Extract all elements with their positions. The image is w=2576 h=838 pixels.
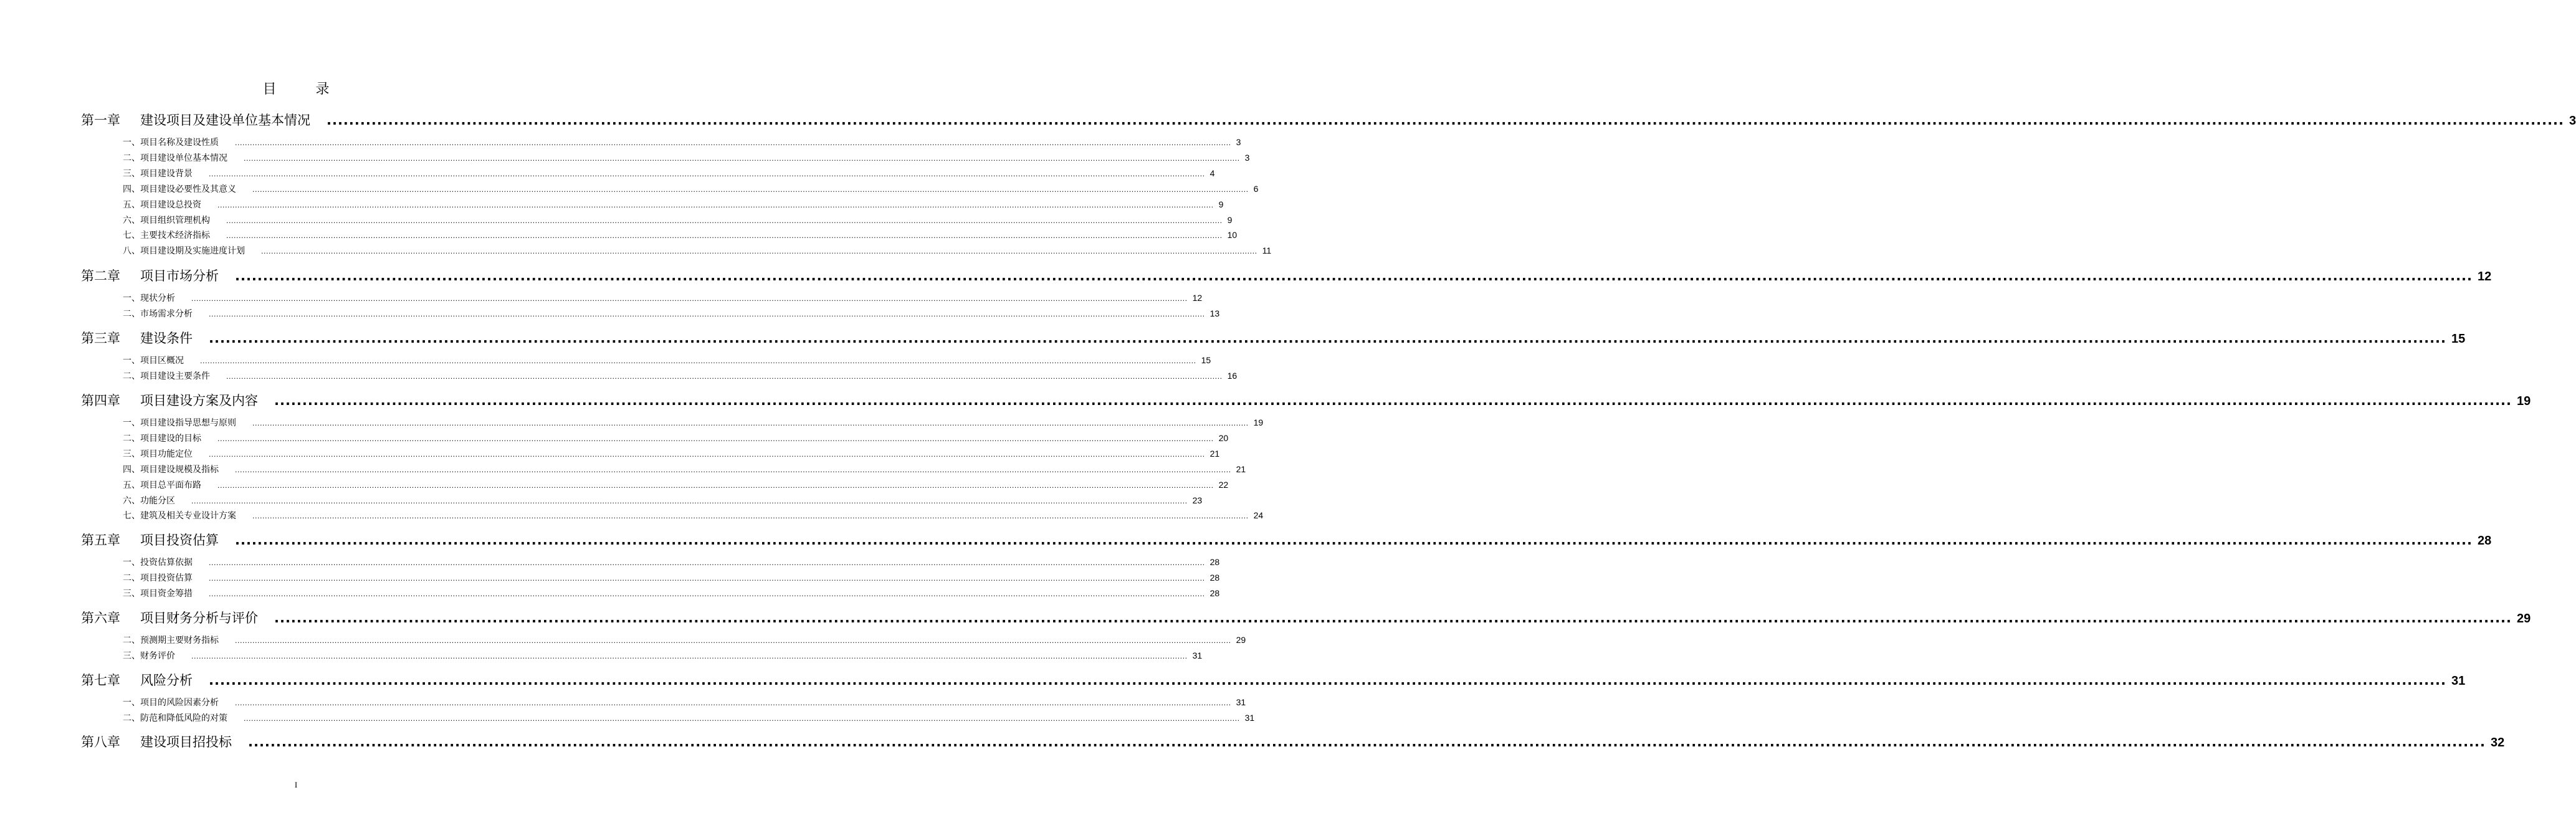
toc-section-entry[interactable] — [123, 214, 1233, 226]
section-title: 二、预测期主要财务指标 — [123, 636, 219, 645]
toc-chapter-entry[interactable] — [81, 530, 2492, 549]
toc-chapter-entry[interactable] — [81, 732, 2505, 751]
chapter-page-number: 32 — [2491, 736, 2505, 750]
toc-section-entry[interactable] — [123, 634, 1246, 646]
section-title: 二、项目建设单位基本情况 — [123, 153, 227, 163]
section-title: 二、市场需求分析 — [123, 308, 193, 319]
section-page-number: 12 — [1192, 293, 1203, 303]
dot-leader: ................................................................................................................................................................................................................................................................................................................................................................................................................ — [252, 512, 1249, 521]
chapter-title: 项目财务分析与评价 — [140, 611, 258, 626]
section-title: 五、项目建设总投资 — [123, 199, 201, 210]
page-number: I — [294, 780, 298, 789]
section-page-number: 21 — [1236, 464, 1246, 474]
chapter-title: 项目投资估算 — [140, 533, 219, 548]
dot-leader: ................................................................................................................................................................................................................................................................................................................................................................................................................ — [327, 113, 2565, 128]
chapter-number: 第二章 — [81, 269, 120, 283]
section-page-number: 31 — [1236, 697, 1246, 707]
section-page-number: 20 — [1218, 432, 1229, 443]
dot-leader: ................................................................................................................................................................................................................................................................................................................................................................................................................ — [261, 247, 1257, 256]
toc-section-entry[interactable] — [123, 229, 1238, 241]
section-title: 三、项目资金筹措 — [123, 588, 193, 599]
section-page-number: 31 — [1192, 650, 1203, 660]
section-title: 一、项目名称及建设性质 — [123, 138, 219, 148]
toc-section-entry[interactable] — [123, 649, 1203, 662]
chapter-number: 第八章 — [81, 735, 120, 750]
dot-leader: ................................................................................................................................................................................................................................................................................................................................................................................................................ — [209, 673, 2447, 688]
toc-section-entry[interactable] — [123, 509, 1264, 521]
chapter-page-number: 31 — [2451, 674, 2466, 688]
dot-leader: ................................................................................................................................................................................................................................................................................................................................................................................................................ — [209, 559, 1205, 567]
section-page-number: 28 — [1209, 572, 1220, 583]
toc-section-entry[interactable] — [123, 183, 1259, 195]
dot-leader: ................................................................................................................................................................................................................................................................................................................................................................................................................ — [191, 497, 1188, 505]
dot-leader: ................................................................................................................................................................................................................................................................................................................................................................................................................ — [252, 185, 1249, 194]
toc-chapter-entry[interactable] — [81, 670, 2466, 689]
toc-section-entry[interactable] — [123, 479, 1229, 491]
toc-chapter-entry[interactable] — [81, 110, 2576, 129]
dot-leader: ................................................................................................................................................................................................................................................................................................................................................................................................................ — [191, 652, 1188, 660]
dot-leader: ................................................................................................................................................................................................................................................................................................................................................................................................................ — [244, 714, 1240, 723]
dot-leader: ................................................................................................................................................................................................................................................................................................................................................................................................................ — [200, 357, 1196, 365]
section-title: 二、项目建设主要条件 — [123, 371, 210, 381]
section-page-number: 3 — [1236, 137, 1241, 147]
toc-section-entry[interactable] — [123, 712, 1255, 724]
dot-leader: ................................................................................................................................................................................................................................................................................................................................................................................................................ — [226, 372, 1223, 381]
toc-section-entry[interactable] — [123, 571, 1220, 584]
section-title: 一、项目建设指导思想与原则 — [123, 418, 236, 428]
dot-leader: ................................................................................................................................................................................................................................................................................................................................................................................................................ — [209, 589, 1205, 598]
chapter-title: 建设条件 — [140, 331, 193, 346]
section-title: 六、功能分区 — [123, 495, 175, 506]
section-title: 一、现状分析 — [123, 293, 175, 303]
dot-leader: ................................................................................................................................................................................................................................................................................................................................................................................................................ — [209, 574, 1205, 583]
toc-section-entry[interactable] — [123, 587, 1220, 599]
section-title: 七、主要技术经济指标 — [123, 231, 210, 241]
dot-leader: ................................................................................................................................................................................................................................................................................................................................................................................................................ — [209, 331, 2447, 346]
section-page-number: 3 — [1244, 152, 1250, 163]
toc-chapter-entry[interactable] — [81, 266, 2492, 285]
chapter-page-number: 29 — [2517, 612, 2531, 626]
section-title: 四、项目建设规模及指标 — [123, 464, 219, 475]
toc-chapter-entry[interactable] — [81, 391, 2531, 409]
toc-section-entry[interactable] — [123, 292, 1203, 304]
section-page-number: 9 — [1227, 214, 1233, 225]
section-title: 四、项目建设必要性及其意义 — [123, 184, 236, 194]
section-title: 一、投资估算依据 — [123, 558, 193, 568]
section-title: 八、项目建设期及实施进度计划 — [123, 246, 245, 257]
chapter-title: 建设项目及建设单位基本情况 — [140, 113, 310, 128]
section-page-number: 31 — [1244, 712, 1255, 723]
section-page-number: 13 — [1209, 308, 1220, 318]
chapter-number: 第四章 — [81, 393, 120, 408]
dot-leader: ................................................................................................................................................................................................................................................................................................................................................................................................................ — [235, 269, 2473, 283]
toc-section-entry[interactable] — [123, 494, 1203, 507]
toc-title: 目 录 — [262, 82, 347, 97]
toc-section-entry[interactable] — [123, 369, 1238, 382]
section-page-number: 23 — [1192, 495, 1203, 505]
toc-section-entry[interactable] — [123, 447, 1220, 460]
dot-leader: ................................................................................................................................................................................................................................................................................................................................................................................................................ — [235, 139, 1231, 147]
chapter-number: 第六章 — [81, 611, 120, 626]
toc-section-entry[interactable] — [123, 354, 1211, 366]
section-page-number: 6 — [1253, 183, 1259, 194]
toc-chapter-entry[interactable] — [81, 328, 2466, 347]
chapter-page-number: 15 — [2451, 332, 2466, 346]
section-title: 三、项目功能定位 — [123, 449, 193, 459]
section-page-number: 24 — [1253, 510, 1264, 521]
section-page-number: 21 — [1209, 448, 1220, 459]
chapter-page-number: 12 — [2478, 270, 2492, 283]
dot-leader: ................................................................................................................................................................................................................................................................................................................................................................................................................ — [244, 154, 1240, 163]
dot-leader: ................................................................................................................................................................................................................................................................................................................................................................................................................ — [191, 295, 1188, 303]
section-page-number: 15 — [1201, 355, 1211, 365]
toc-section-entry[interactable] — [123, 416, 1264, 429]
section-title: 三、财务评价 — [123, 650, 175, 661]
dot-leader: ................................................................................................................................................................................................................................................................................................................................................................................................................ — [274, 393, 2512, 408]
chapter-title: 风险分析 — [140, 673, 193, 688]
dot-leader: ................................................................................................................................................................................................................................................................................................................................................................................................................ — [209, 450, 1205, 459]
dot-leader: ................................................................................................................................................................................................................................................................................................................................................................................................................ — [248, 735, 2486, 750]
dot-leader: ................................................................................................................................................................................................................................................................................................................................................................................................................ — [209, 310, 1205, 318]
chapter-number: 第五章 — [81, 533, 120, 548]
dot-leader: ................................................................................................................................................................................................................................................................................................................................................................................................................ — [235, 637, 1231, 645]
toc-section-entry[interactable] — [123, 463, 1246, 475]
chapter-title: 建设项目招投标 — [140, 735, 232, 750]
section-page-number: 4 — [1209, 168, 1215, 178]
dot-leader: ................................................................................................................................................................................................................................................................................................................................................................................................................ — [209, 169, 1205, 178]
chapter-title: 项目市场分析 — [140, 269, 219, 283]
section-title: 六、项目组织管理机构 — [123, 215, 210, 226]
section-page-number: 19 — [1253, 417, 1264, 427]
section-title: 五、项目总平面布路 — [123, 480, 201, 490]
toc-section-entry[interactable] — [123, 198, 1224, 211]
section-title: 七、建筑及相关专业设计方案 — [123, 511, 236, 521]
chapter-number: 第七章 — [81, 673, 120, 688]
toc-section-entry[interactable] — [123, 556, 1220, 568]
chapter-number: 第一章 — [81, 113, 120, 128]
dot-leader: ................................................................................................................................................................................................................................................................................................................................................................................................................ — [217, 434, 1214, 443]
dot-leader: ................................................................................................................................................................................................................................................................................................................................................................................................................ — [235, 465, 1231, 474]
section-title: 二、项目建设的目标 — [123, 433, 201, 444]
chapter-page-number: 19 — [2517, 394, 2531, 408]
dot-leader: ................................................................................................................................................................................................................................................................................................................................................................................................................ — [252, 419, 1249, 427]
section-page-number: 16 — [1227, 370, 1238, 381]
section-title: 二、防范和降低风险的对策 — [123, 713, 227, 723]
section-page-number: 22 — [1218, 479, 1229, 490]
section-title: 二、项目投资估算 — [123, 573, 193, 583]
chapter-title: 项目建设方案及内容 — [140, 393, 258, 408]
dot-leader: ................................................................................................................................................................................................................................................................................................................................................................................................................ — [226, 216, 1223, 225]
toc-section-entry[interactable] — [123, 136, 1241, 148]
toc-chapter-entry[interactable] — [81, 608, 2531, 627]
section-page-number: 28 — [1209, 588, 1220, 598]
chapter-number: 第三章 — [81, 331, 120, 346]
dot-leader: ................................................................................................................................................................................................................................................................................................................................................................................................................ — [235, 699, 1231, 707]
section-page-number: 29 — [1236, 635, 1246, 645]
toc-section-entry[interactable] — [123, 307, 1220, 320]
toc-section-entry[interactable] — [123, 167, 1215, 179]
toc-section-entry[interactable] — [123, 151, 1250, 164]
section-title: 三、项目建设背景 — [123, 168, 193, 179]
section-title: 一、项目区概况 — [123, 356, 184, 366]
toc-section-entry[interactable] — [123, 432, 1229, 444]
section-page-number: 10 — [1227, 230, 1238, 240]
section-page-number: 28 — [1209, 557, 1220, 567]
section-page-number: 9 — [1218, 199, 1224, 209]
section-page-number: 11 — [1262, 245, 1272, 256]
chapter-page-number: 3 — [2569, 114, 2576, 128]
section-title: 一、项目的风险因素分析 — [123, 698, 219, 708]
dot-leader: ................................................................................................................................................................................................................................................................................................................................................................................................................ — [217, 481, 1214, 490]
dot-leader: ................................................................................................................................................................................................................................................................................................................................................................................................................ — [274, 611, 2512, 626]
chapter-page-number: 28 — [2478, 534, 2492, 548]
dot-leader: ................................................................................................................................................................................................................................................................................................................................................................................................................ — [217, 201, 1214, 209]
dot-leader: ................................................................................................................................................................................................................................................................................................................................................................................................................ — [226, 232, 1223, 240]
toc-section-entry[interactable] — [123, 696, 1246, 708]
dot-leader: ................................................................................................................................................................................................................................................................................................................................................................................................................ — [235, 533, 2473, 548]
toc-section-entry[interactable] — [123, 244, 1272, 257]
